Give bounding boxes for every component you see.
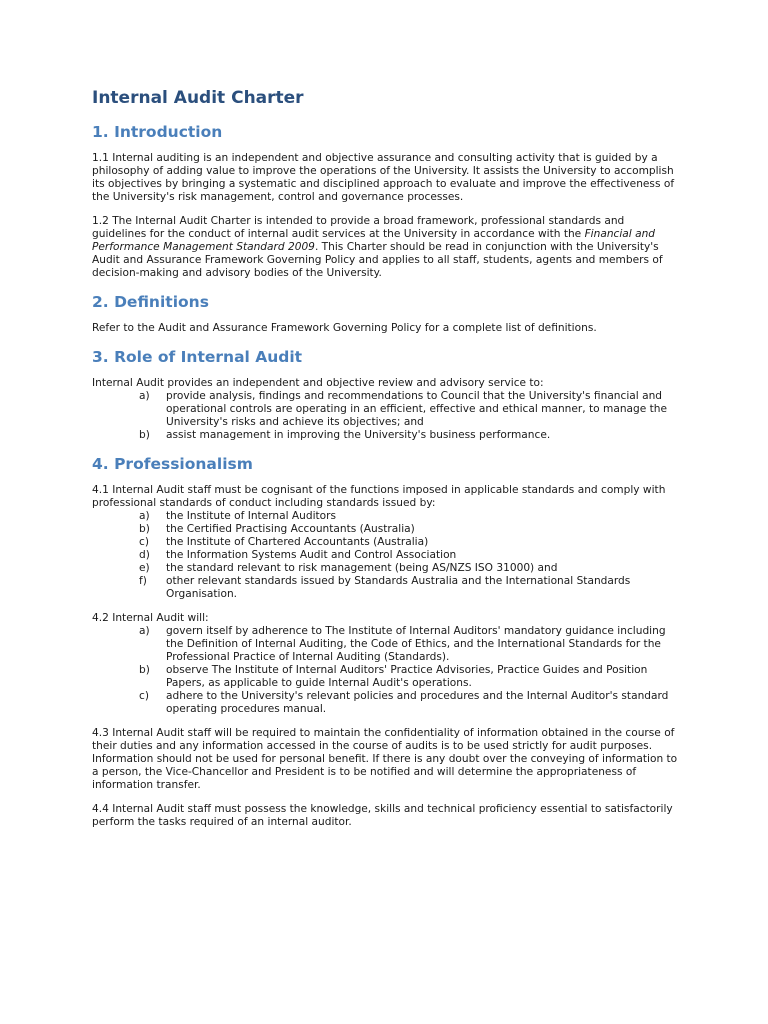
- list-marker: c): [139, 690, 149, 702]
- list-item-text: adhere to the University's relevant policies and procedures and the Internal Auditor's standard operating procedures manual.: [166, 690, 669, 715]
- list-marker: b): [139, 664, 150, 676]
- standards-list: [92, 510, 678, 601]
- list-item: [92, 390, 678, 429]
- list-item-text: the standard relevant to risk management (being AS/NZS ISO 31000) and: [166, 562, 558, 574]
- list-item-text: the Certified Practising Accountants (Australia): [166, 523, 415, 535]
- list-marker: a): [139, 390, 150, 402]
- list-item: [92, 690, 678, 716]
- professionalism-4-1-lead: 4.1 Internal Audit staff must be cognisant of the functions imposed in applicable standards and comply with professional standards of conduct including standards issued by:: [92, 484, 666, 509]
- standard-reference: Financial and Performance Management Standard 2009: [92, 228, 656, 253]
- list-item: [92, 664, 678, 690]
- list-item: [92, 523, 678, 536]
- list-item: [92, 575, 678, 601]
- list-item-text: the Institute of Internal Auditors: [166, 510, 337, 522]
- intro-paragraph-1-2-end: . This Charter should be read in conjunction with the University's Audit and Assurance Framework Governing Policy and applies to all staff, students, agents and members of decision-making and advisory bodies of the University.: [92, 241, 663, 279]
- list-item-text: other relevant standards issued by Standards Australia and the International Standards Organisation.: [166, 575, 631, 600]
- document-title: Internal Audit Charter: [92, 88, 304, 108]
- internal-audit-will-list: [92, 625, 678, 716]
- list-item-text: provide analysis, findings and recommendations to Council that the University's financial and operational controls are operating in an efficient, effective and ethical manner, to manage the University's risks and achieve its objectives; and: [166, 390, 668, 428]
- section-heading-introduction: 1. Introduction: [92, 123, 223, 141]
- list-item: [92, 536, 678, 549]
- list-marker: a): [139, 625, 150, 637]
- list-item: [92, 549, 678, 562]
- section-heading-definitions: 2. Definitions: [92, 293, 209, 311]
- intro-paragraph-1-2: [92, 215, 678, 280]
- list-item: [92, 429, 678, 442]
- intro-paragraph-1-2-start: 1.2 The Internal Audit Charter is intended to provide a broad framework, professional standards and guidelines for the conduct of internal audit services at the University in accordance with the: [92, 215, 625, 240]
- list-item-text: the Institute of Chartered Accountants (Australia): [166, 536, 429, 548]
- professionalism-4-3-paragraph: 4.3 Internal Audit staff will be required to maintain the confidentiality of information obtained in the course of their duties and any information accessed in the course of audits is to be used strictly for audit purposes. Information should not be used for personal benefit. If there is any doubt over the conveying of information to a person, the Vice-Chancellor and President is to be notified and will determine the appropriateness of information transfer.: [92, 727, 678, 791]
- list-item-text: govern itself by adherence to The Institute of Internal Auditors' mandatory guidance including the Definition of Internal Auditing, the Code of Ethics, and the International Standards for the Professional Practice of Internal Auditing (Standards).: [166, 625, 666, 663]
- list-marker: c): [139, 536, 149, 548]
- list-marker: e): [139, 562, 150, 574]
- list-item: [92, 625, 678, 664]
- section-heading-role: 3. Role of Internal Audit: [92, 348, 303, 366]
- section-heading-professionalism: 4. Professionalism: [92, 455, 253, 473]
- definitions-paragraph: Refer to the Audit and Assurance Framework Governing Policy for a complete list of definitions.: [92, 322, 597, 334]
- role-list: [92, 390, 678, 442]
- list-marker: b): [139, 429, 150, 441]
- intro-paragraph-1-1: 1.1 Internal auditing is an independent and objective assurance and consulting activity that is guided by a philosophy of adding value to improve the operations of the University. It assists the University to accomplish its objectives by bringing a systematic and disciplined approach to evaluate and improve the effectiveness of the University's risk management, control and governance processes.: [92, 152, 675, 203]
- list-item: [92, 562, 678, 575]
- list-item: [92, 510, 678, 523]
- list-item-text: the Information Systems Audit and Control Association: [166, 549, 457, 561]
- list-marker: b): [139, 523, 150, 535]
- list-marker: d): [139, 549, 150, 561]
- list-item-text: assist management in improving the University's business performance.: [166, 429, 551, 441]
- professionalism-4-4-paragraph: 4.4 Internal Audit staff must possess the knowledge, skills and technical proficiency essential to satisfactorily perform the tasks required of an internal auditor.: [92, 803, 673, 828]
- list-marker: f): [139, 575, 147, 587]
- list-item-text: observe The Institute of Internal Auditors' Practice Advisories, Practice Guides and Position Papers, as applicable to guide Internal Audit's operations.: [166, 664, 648, 689]
- professionalism-4-2-lead: 4.2 Internal Audit will:: [92, 612, 209, 624]
- list-marker: a): [139, 510, 150, 522]
- role-lead: Internal Audit provides an independent and objective review and advisory service to:: [92, 377, 544, 389]
